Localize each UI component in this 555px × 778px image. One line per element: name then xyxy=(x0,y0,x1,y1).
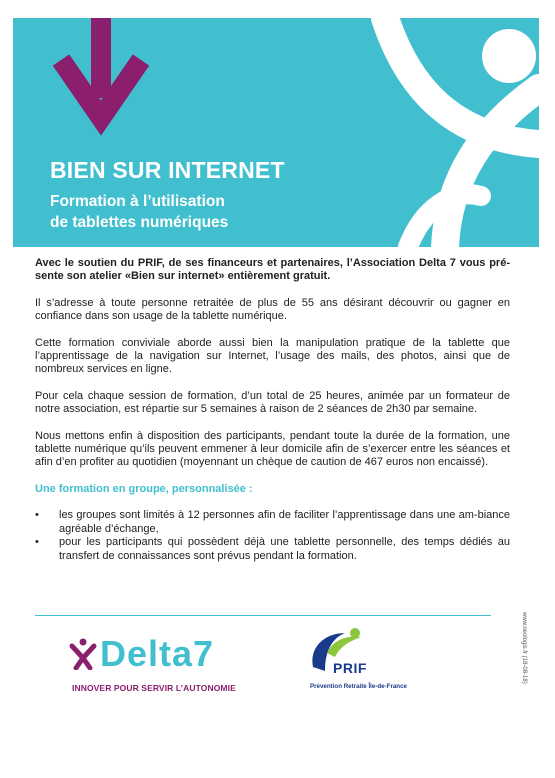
paragraph-schedule: Pour cela chaque session de formation, d’un total de 25 heures, animée par un formateur de notre association, est répartie sur 5 semaines à raison de 2 séances de 2h30 par semaine. xyxy=(35,389,510,416)
paragraph-audience: Il s’adresse à toute personne retraitée de plus de 55 ans désirant découvrir ou gagner en confiance dans son usage de la tablette numérique. xyxy=(35,296,510,323)
prif-tagline: Prévention Retraite Île-de-France xyxy=(310,683,407,690)
body-content xyxy=(35,257,510,563)
intro-paragraph: Avec le soutien du PRIF, de ses financeurs et partenaires, l’Association Delta 7 vous pré-sente son atelier «Bien sur internet» entièrement gratuit. xyxy=(35,257,510,283)
paragraph-tablet-loan: Nous mettons enfin à disposition des participants, pendant toute la durée de la formation, une tablette numérique qu’ils peuvent emmener à leur domicile afin de s’exercer entre les séances et afin d’en profiter au quotidien (moyennant un chèque de caution de 467 euros non encaissé). xyxy=(35,429,510,469)
delta7-tagline: INNOVER POUR SERVIR L’AUTONOMIE xyxy=(72,683,236,693)
circle-decoration xyxy=(482,29,536,83)
paragraph-content: Cette formation conviviale aborde aussi bien la manipulation pratique de la tablette que l’apprentissage de la navigation sur Internet, l’usage des mails, des photos, ainsi que de nombreux services en ligne. xyxy=(35,336,510,376)
side-reference-text: www.neologis.fr (18-08-18) xyxy=(521,612,527,684)
down-arrow-icon xyxy=(61,18,141,118)
delta7-logo-text: Delta7 xyxy=(100,633,215,674)
header-banner xyxy=(13,18,539,247)
side-reference xyxy=(518,612,528,732)
list-item: • les groupes sont limités à 12 personnes afin de faciliter l’apprentissage dans une am-biance agréable d’échange, xyxy=(35,509,510,536)
subtitle-line-1: Formation à l’utilisation xyxy=(50,193,225,210)
page-title: BIEN SUR INTERNET xyxy=(50,157,285,183)
subtitle-line-2: de tablettes numériques xyxy=(50,214,229,231)
prif-logo-text: PRIF xyxy=(333,660,367,676)
delta7-logo-icon xyxy=(68,638,98,670)
section-heading: Une formation en groupe, personnalisée : xyxy=(35,482,253,495)
page-subtitle xyxy=(50,191,228,233)
list-item: • pour les participants qui possèdent déjà une tablette personnelle, des temps dédiés au transfert de connaissances sont prévus pendant la formation. xyxy=(35,536,510,563)
divider xyxy=(35,615,491,616)
bullet-list xyxy=(35,509,510,563)
